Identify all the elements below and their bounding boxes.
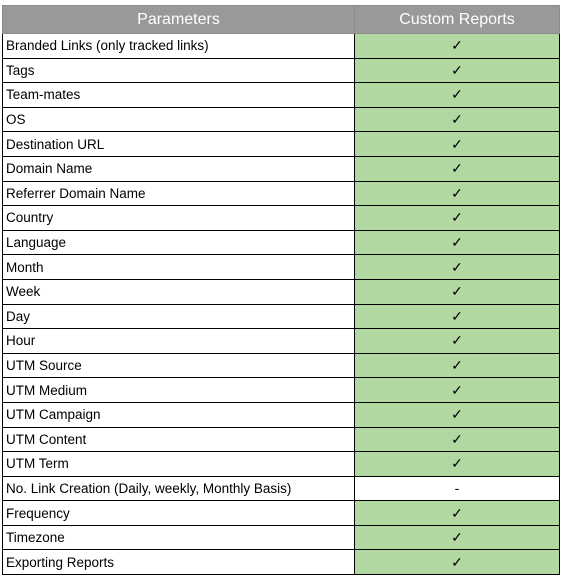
table-row	[3, 525, 560, 550]
check-icon: ✓	[355, 501, 560, 526]
parameter-cell: Timezone	[3, 525, 355, 550]
parameter-cell: Week	[3, 279, 355, 304]
parameter-cell: UTM Content	[3, 427, 355, 452]
parameter-cell: Destination URL	[3, 132, 355, 157]
parameter-cell: No. Link Creation (Daily, weekly, Monthly Basis)	[3, 476, 355, 501]
check-icon: ✓	[355, 304, 560, 329]
parameter-cell: Branded Links (only tracked links)	[3, 34, 355, 59]
table-row	[3, 476, 560, 501]
check-icon: ✓	[355, 230, 560, 255]
table-row	[3, 255, 560, 280]
parameter-cell: UTM Source	[3, 353, 355, 378]
parameter-cell: Tags	[3, 58, 355, 83]
table-row	[3, 132, 560, 157]
table-body	[3, 34, 560, 575]
check-icon: ✓	[355, 156, 560, 181]
parameter-cell: UTM Term	[3, 452, 355, 477]
check-icon: ✓	[355, 329, 560, 354]
parameter-cell: UTM Medium	[3, 378, 355, 403]
comparison-table-container	[2, 5, 559, 575]
table-row	[3, 34, 560, 59]
table-row	[3, 58, 560, 83]
table-row	[3, 279, 560, 304]
check-icon: ✓	[355, 58, 560, 83]
table-row	[3, 550, 560, 575]
parameter-cell: Country	[3, 206, 355, 231]
check-icon: ✓	[355, 525, 560, 550]
table-row	[3, 329, 560, 354]
table-row	[3, 83, 560, 108]
table-row	[3, 501, 560, 526]
header-row	[3, 6, 560, 34]
table-row	[3, 206, 560, 231]
table-row	[3, 353, 560, 378]
parameter-cell: Hour	[3, 329, 355, 354]
parameter-cell: Language	[3, 230, 355, 255]
parameter-cell: Domain Name	[3, 156, 355, 181]
check-icon: ✓	[355, 206, 560, 231]
parameter-cell: Team-mates	[3, 83, 355, 108]
table-row	[3, 107, 560, 132]
table-row	[3, 156, 560, 181]
table-row	[3, 304, 560, 329]
parameter-cell: Month	[3, 255, 355, 280]
parameter-cell: Day	[3, 304, 355, 329]
table-row	[3, 402, 560, 427]
table-row	[3, 378, 560, 403]
check-icon: ✓	[355, 181, 560, 206]
check-icon: ✓	[355, 279, 560, 304]
header-parameters: Parameters	[3, 6, 355, 34]
check-icon: ✓	[355, 402, 560, 427]
dash-icon: -	[355, 476, 560, 501]
table-row	[3, 230, 560, 255]
parameter-cell: UTM Campaign	[3, 402, 355, 427]
check-icon: ✓	[355, 83, 560, 108]
check-icon: ✓	[355, 550, 560, 575]
parameter-cell: OS	[3, 107, 355, 132]
parameter-cell: Exporting Reports	[3, 550, 355, 575]
table-row	[3, 427, 560, 452]
check-icon: ✓	[355, 427, 560, 452]
check-icon: ✓	[355, 255, 560, 280]
table-row	[3, 452, 560, 477]
check-icon: ✓	[355, 132, 560, 157]
table-row	[3, 181, 560, 206]
parameter-cell: Referrer Domain Name	[3, 181, 355, 206]
check-icon: ✓	[355, 452, 560, 477]
check-icon: ✓	[355, 34, 560, 59]
check-icon: ✓	[355, 353, 560, 378]
parameter-cell: Frequency	[3, 501, 355, 526]
check-icon: ✓	[355, 378, 560, 403]
check-icon: ✓	[355, 107, 560, 132]
parameters-table	[2, 5, 560, 575]
header-custom-reports: Custom Reports	[355, 6, 560, 34]
